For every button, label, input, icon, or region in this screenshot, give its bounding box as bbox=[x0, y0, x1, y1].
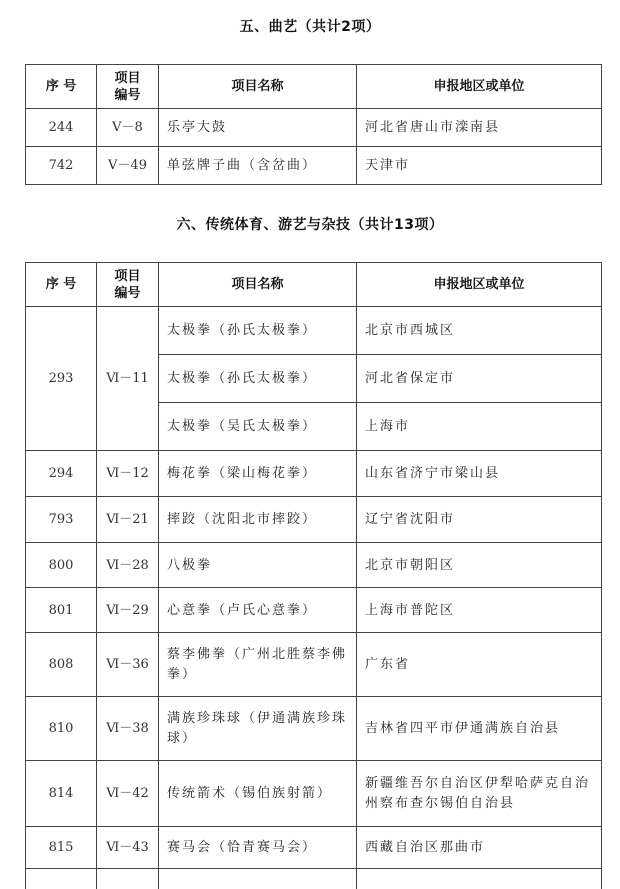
region-cell: 河北省保定市 bbox=[357, 355, 602, 403]
region-cell: 河北省唐山市滦南县 bbox=[357, 109, 602, 147]
table-row bbox=[26, 307, 602, 355]
seq-cell: 793 bbox=[26, 497, 97, 543]
table-row bbox=[26, 543, 602, 588]
name-cell: 蔡李佛拳（广州北胜蔡李佛拳） bbox=[159, 633, 357, 697]
region-cell: 新疆维吾尔自治区伊犁哈萨克自治州察布查尔锡伯自治县 bbox=[357, 761, 602, 827]
code-header-line1: 项目 bbox=[114, 70, 141, 86]
section-6-title: 六、传统体育、游艺与杂技（共计13项） bbox=[176, 217, 444, 233]
seq-cell: 801 bbox=[26, 588, 97, 633]
region-cell: 西藏自治区那曲市 bbox=[357, 827, 602, 869]
code-cell: Ⅵ－11 bbox=[97, 307, 159, 451]
table-row bbox=[26, 451, 602, 497]
region-cell: 北京市西城区 bbox=[357, 307, 602, 355]
seq-cell: 810 bbox=[26, 697, 97, 761]
name-cell: 乐亭大鼓 bbox=[159, 109, 357, 147]
table-row bbox=[26, 761, 602, 827]
name-cell: 梅花拳（梁山梅花拳） bbox=[159, 451, 357, 497]
seq-cell: 814 bbox=[26, 761, 97, 827]
table-row bbox=[26, 633, 602, 697]
code-cell: Ⅵ－42 bbox=[97, 761, 159, 827]
seq-cell: 808 bbox=[26, 633, 97, 697]
region-cell: 辽宁省沈阳市 bbox=[357, 497, 602, 543]
region-cell: 上海市普陀区 bbox=[357, 588, 602, 633]
region-cell: 天津市 bbox=[357, 147, 602, 185]
table-row bbox=[26, 697, 602, 761]
region-cell: 山东省济宁市梁山县 bbox=[357, 451, 602, 497]
code-header-line2: 编号 bbox=[114, 87, 141, 103]
region-cell: 吉林省四平市伊通满族自治县 bbox=[357, 697, 602, 761]
name-cell: 传统箭术（锡伯族射箭） bbox=[159, 761, 357, 827]
table-row bbox=[26, 588, 602, 633]
name-header: 项目名称 bbox=[159, 65, 357, 109]
code-cell: Ⅵ－21 bbox=[97, 497, 159, 543]
name-cell: 太极拳（吴氏太极拳） bbox=[159, 403, 357, 451]
name-cell: 单弦牌子曲（含岔曲） bbox=[159, 147, 357, 185]
code-cell: Ⅴ－49 bbox=[97, 147, 159, 185]
code-cell: Ⅵ－29 bbox=[97, 588, 159, 633]
table-header-row bbox=[26, 263, 602, 307]
section-5-title: 五、曲艺（共计2项） bbox=[239, 19, 381, 35]
name-cell: 满族珍珠球（伊通满族珍珠球） bbox=[159, 697, 357, 761]
region-cell: 北京市朝阳区 bbox=[357, 543, 602, 588]
name-cell: 赛马会（恰青赛马会） bbox=[159, 827, 357, 869]
code-header bbox=[97, 65, 159, 109]
code-cell: Ⅵ－28 bbox=[97, 543, 159, 588]
section-5-table bbox=[25, 64, 602, 185]
code-cell: Ⅵ－36 bbox=[97, 633, 159, 697]
code-cell: Ⅵ－12 bbox=[97, 451, 159, 497]
table-row bbox=[26, 497, 602, 543]
table-row bbox=[26, 827, 602, 869]
section-6-table bbox=[25, 262, 602, 889]
seq-cell: 800 bbox=[26, 543, 97, 588]
seq-header: 序 号 bbox=[26, 65, 97, 109]
code-cell: Ⅵ－38 bbox=[97, 697, 159, 761]
code-cell: Ⅵ－43 bbox=[97, 827, 159, 869]
seq-cell: 294 bbox=[26, 451, 97, 497]
seq-cell: 742 bbox=[26, 147, 97, 185]
seq-header: 序 号 bbox=[26, 263, 97, 307]
seq-cell: 244 bbox=[26, 109, 97, 147]
code-cell: Ⅴ－8 bbox=[97, 109, 159, 147]
name-cell: 心意拳（卢氏心意拳） bbox=[159, 588, 357, 633]
region-header: 申报地区或单位 bbox=[357, 65, 602, 109]
code-header bbox=[97, 263, 159, 307]
seq-cell: 293 bbox=[26, 307, 97, 451]
name-cell: 八极拳 bbox=[159, 543, 357, 588]
region-cell: 广东省 bbox=[357, 633, 602, 697]
table-row bbox=[26, 109, 602, 147]
name-cell: 摔跤（沈阳北市摔跤） bbox=[159, 497, 357, 543]
name-cell: 太极拳（孙氏太极拳） bbox=[159, 307, 357, 355]
table-row bbox=[26, 147, 602, 185]
name-header: 项目名称 bbox=[159, 263, 357, 307]
seq-cell: 815 bbox=[26, 827, 97, 869]
code-header-line1: 项目 bbox=[114, 268, 141, 284]
region-header: 申报地区或单位 bbox=[357, 263, 602, 307]
region-cell: 上海市 bbox=[357, 403, 602, 451]
name-cell: 太极拳（孙氏太极拳） bbox=[159, 355, 357, 403]
table-header-row bbox=[26, 65, 602, 109]
code-header-line2: 编号 bbox=[114, 285, 141, 301]
table-row-continued bbox=[26, 869, 602, 889]
